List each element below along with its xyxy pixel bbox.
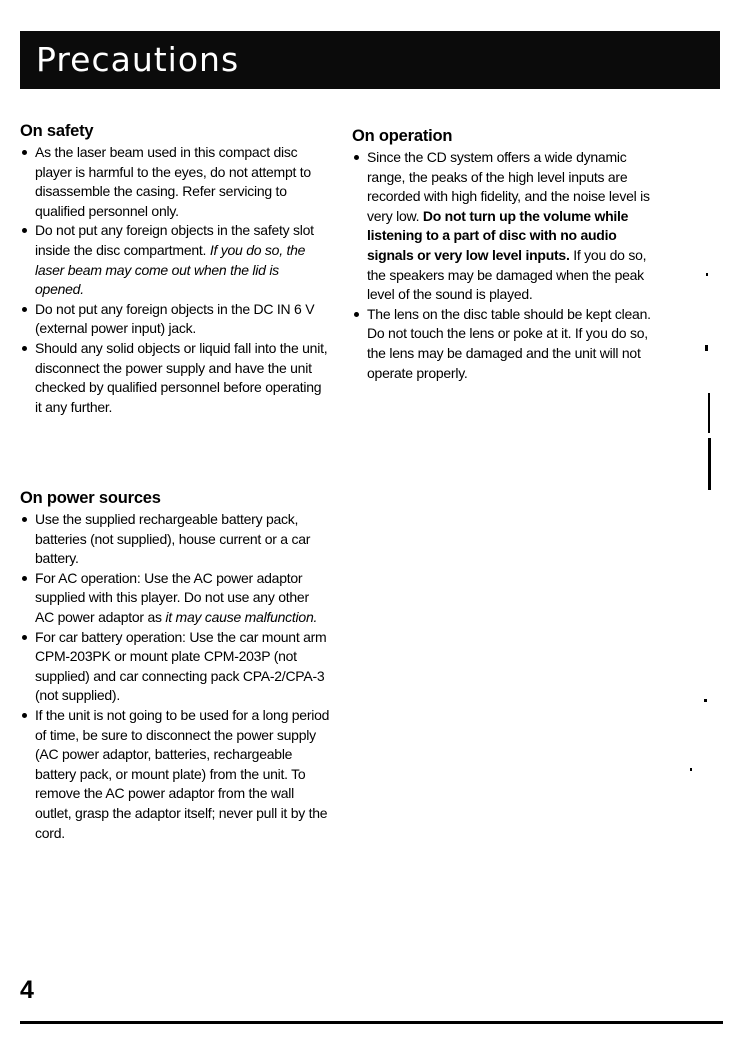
title-bar	[20, 31, 720, 89]
margin-mark	[705, 345, 708, 351]
page-number: 4	[20, 976, 34, 1004]
list-item-text: For car battery operation: Use the car mount arm CPM-203PK or mount plate CPM-203P (not supplied) and car connecting pack CPA-2/CPA-3 (not supplied).	[35, 628, 327, 704]
list-item	[20, 339, 330, 417]
page-title: Precautions	[36, 40, 240, 79]
list-item	[20, 300, 330, 339]
safety-section	[20, 121, 330, 417]
list-item-text: Do not turn up the volume while listening to a part of disc with no audio signals or very low level inputs.	[367, 207, 629, 263]
list-item	[20, 221, 330, 299]
list-item	[20, 706, 330, 843]
list-item-text: If the unit is not going to be used for a long period of time, be sure to disconnect the power supply (AC power adaptor, batteries, rechargeable battery pack, or mount plate) from the unit. To remove the AC power adaptor from the wall outlet, grasp the adaptor itself; never pull it by the cord.	[35, 706, 330, 841]
list-item-text: As the laser beam used in this compact disc player is harmful to the eyes, do not attempt to disassemble the casing. Refer servicing to qualified personnel only.	[35, 144, 311, 219]
operation-heading: On operation	[352, 127, 453, 145]
list-item-text: If you do so, the laser beam may come out when the lid is opened.	[35, 241, 306, 298]
list-item	[20, 628, 330, 706]
margin-mark	[704, 699, 707, 702]
list-item	[20, 143, 330, 221]
list-item	[352, 148, 652, 305]
safety-heading: On safety	[20, 122, 94, 140]
list-item-text: For AC operation: Use the AC power adaptor supplied with this player. Do not use any other AC power adaptor as	[35, 569, 309, 625]
list-item	[20, 510, 330, 569]
operation-section	[352, 126, 652, 383]
list-item-text: The lens on the disc table should be kept clean. Do not touch the lens or poke at it. If you do so, the lens may be damaged and the unit will not operate properly.	[367, 305, 651, 381]
list-item-text: Since the CD system offers a wide dynamic range, the peaks of the high level inputs are recorded with high fidelity, and the noise level is very low.	[367, 149, 650, 224]
safety-list	[20, 143, 330, 417]
list-item-text: Do not put any foreign objects in the DC IN 6 V (external power input) jack.	[35, 300, 315, 337]
list-item-text: If you do so, the speakers may be damaged when the peak level of the sound is played.	[367, 246, 647, 303]
power-sources-heading: On power sources	[20, 489, 161, 507]
margin-mark	[706, 273, 708, 276]
power-sources-section	[20, 488, 330, 843]
list-item	[20, 569, 330, 628]
margin-mark	[690, 768, 692, 771]
operation-list	[352, 148, 652, 383]
list-item	[352, 305, 652, 383]
list-item-text: Use the supplied rechargeable battery pack, batteries (not supplied), house current or a car battery.	[35, 511, 311, 567]
power-sources-list	[20, 510, 330, 843]
margin-mark	[708, 438, 711, 490]
bottom-rule	[20, 1021, 723, 1024]
list-item-text: Do not put any foreign objects in the safety slot inside the disc compartment.	[35, 222, 314, 258]
list-item-text: Should any solid objects or liquid fall into the unit, disconnect the power supply and have the unit checked by qualified personnel before operating it any further.	[35, 339, 328, 415]
margin-mark	[708, 393, 710, 433]
list-item-text: it may cause malfunction.	[165, 608, 318, 625]
